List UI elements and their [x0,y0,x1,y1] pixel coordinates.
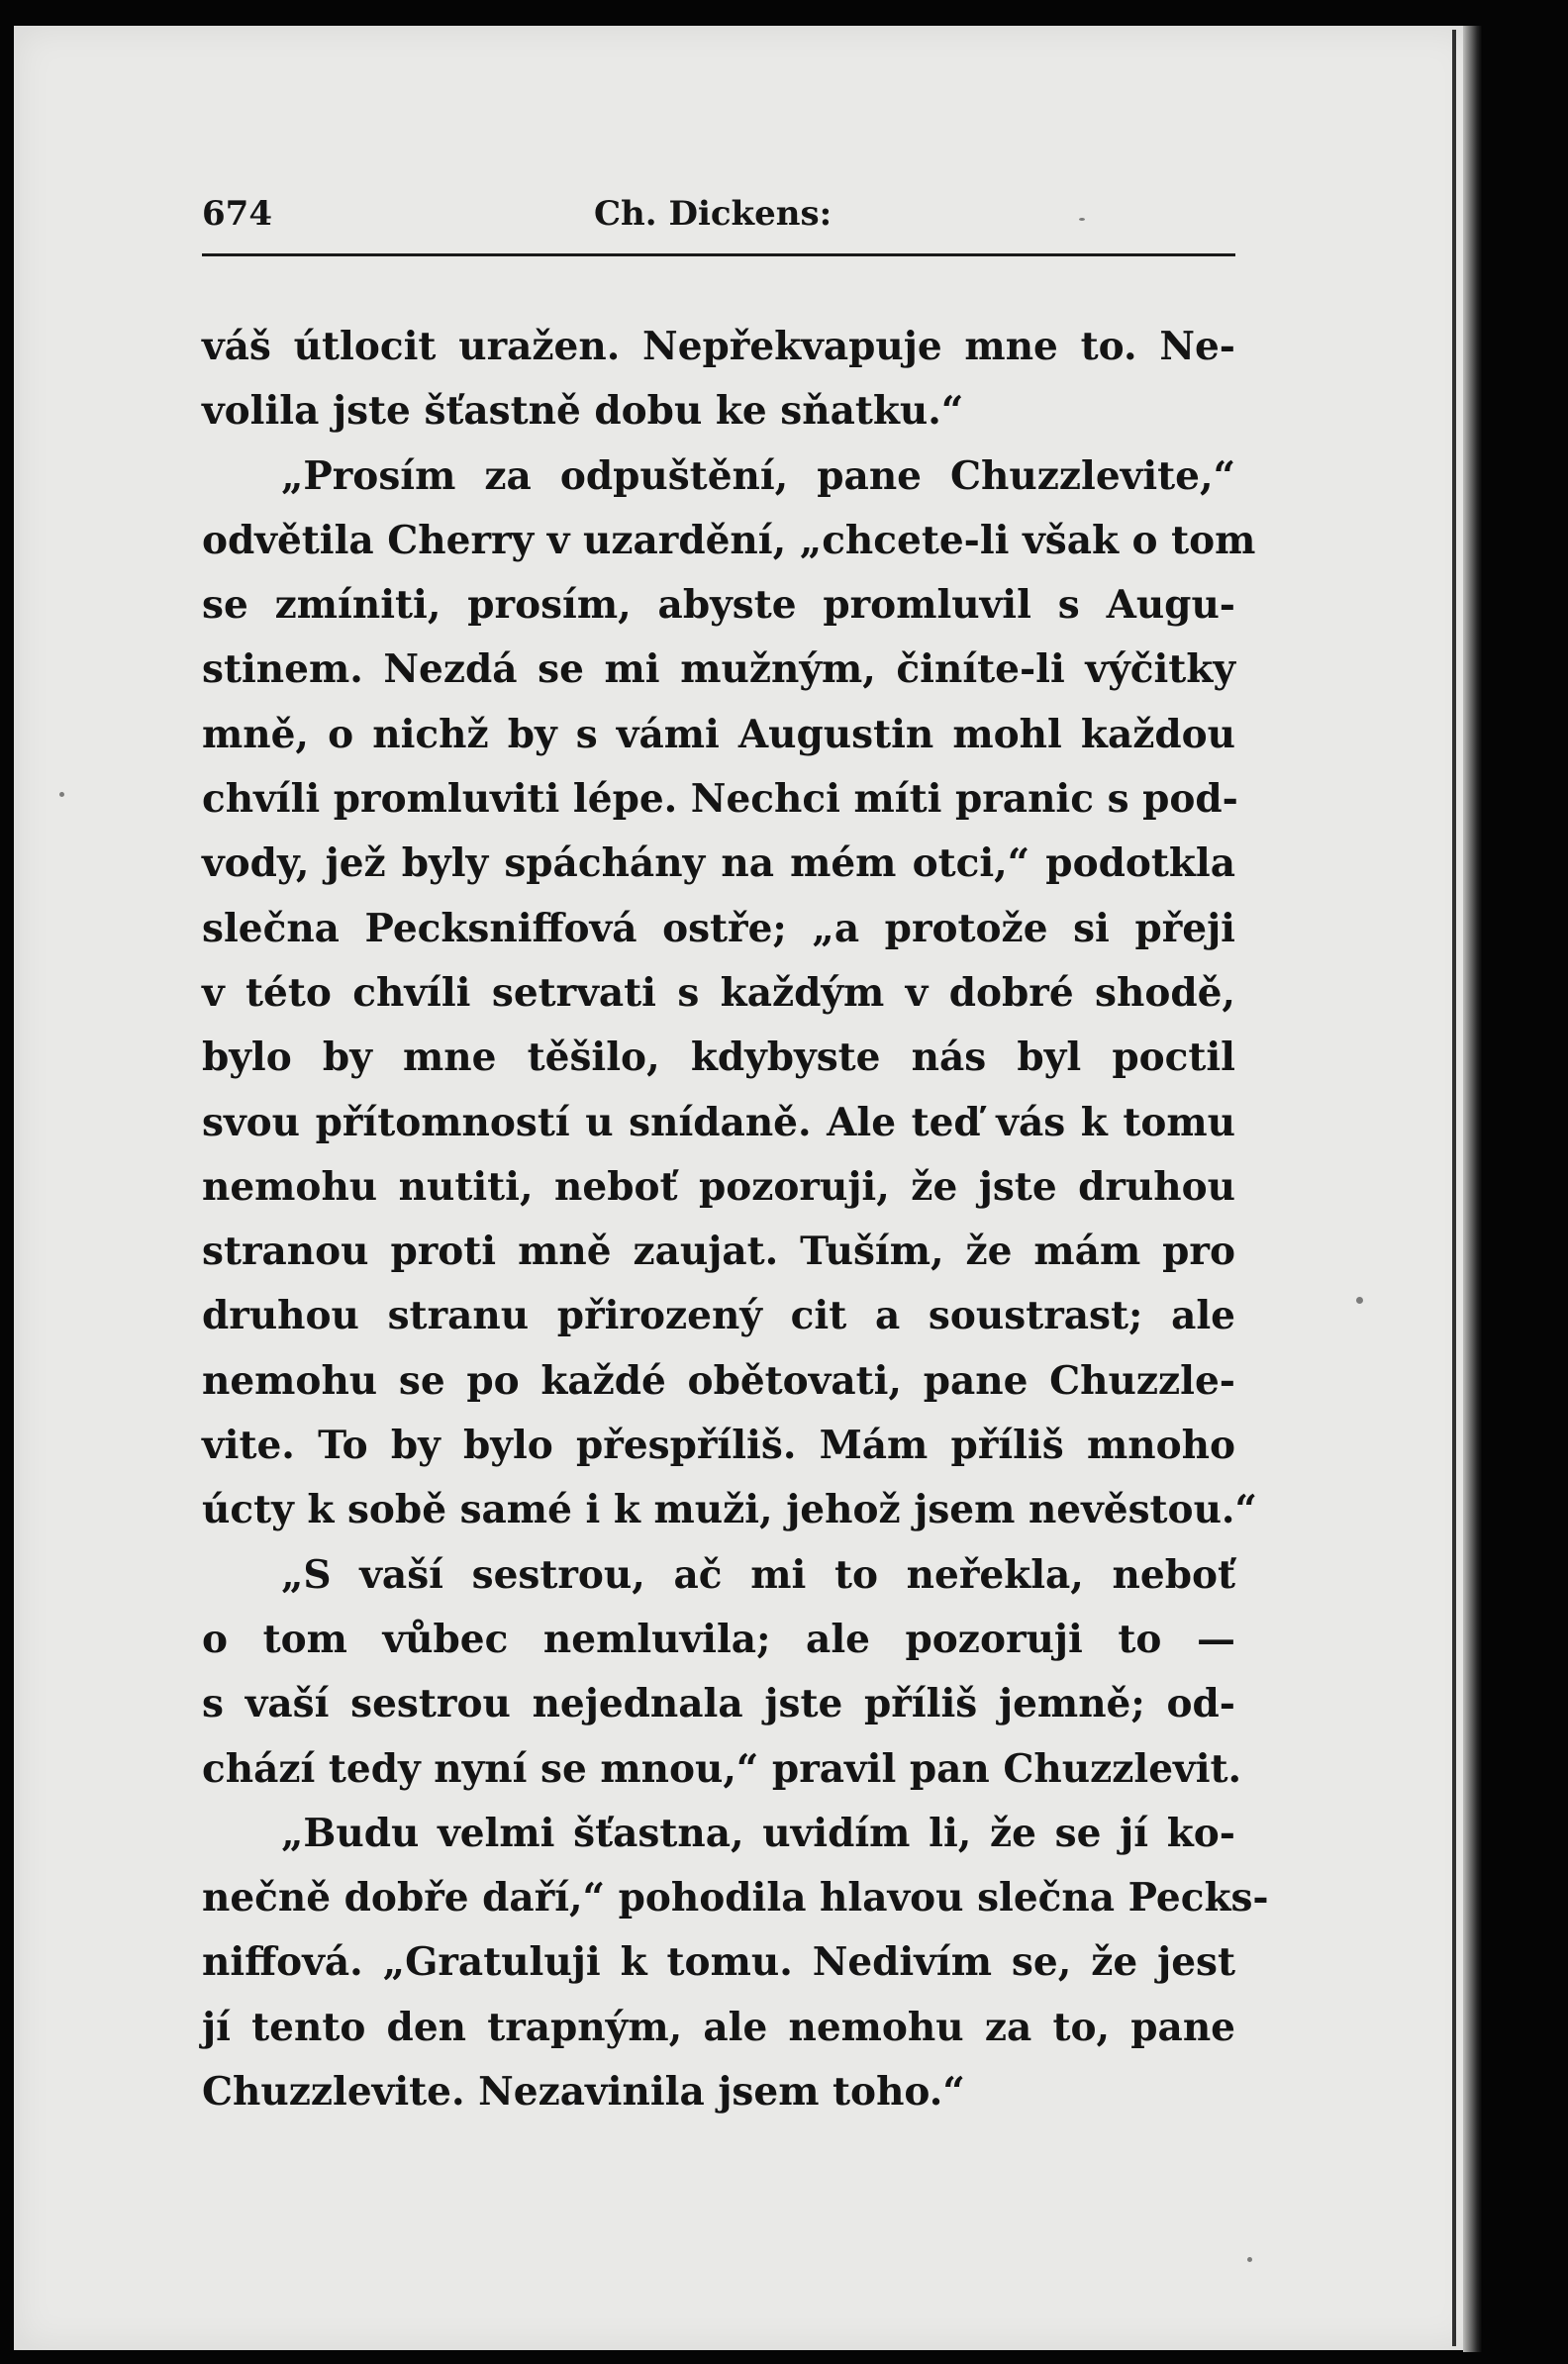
text-line: váš útlocit uražen. Nepřekvapuje mne to. Ne- [202,324,1235,369]
text-line: odvětila Cherry v uzardění, „chcete-li však o tom [202,517,1256,563]
page-number: 674 [202,194,272,234]
body-text [202,315,1269,2124]
scan-speck [1356,1297,1363,1304]
scan-speck [1247,2257,1252,2262]
text-line: Chuzzlevite. Nezavinila jsem toho.“ [202,2069,965,2116]
text-line: se zmíniti, prosím, abyste promluvil s Augu- [202,582,1235,629]
text-line: „Prosím za odpuštění, pane Chuzzlevite,“ [281,452,1235,499]
text-line: „S vaší sestrou, ač mi to neřekla, neboť [281,1551,1235,1598]
text-line: niffová. „Gratuluji k tomu. Nedivím se, že jest [202,1939,1235,1986]
text-line: jí tento den trapným, ale nemohu za to, pane [202,2004,1235,2050]
text-line: stranou proti mně zaujat. Tuším, že mám pro [202,1229,1235,1275]
text-line: nemohu se po každé obětovati, pane Chuzzle- [202,1357,1235,1404]
text-line: o tom vůbec nemluvila; ale pozoruji to — [202,1616,1235,1662]
text-line: druhou stranu přirozený cit a soustrast; ale [202,1293,1235,1339]
running-head: Ch. Dickens: [594,194,833,234]
header-rule [202,253,1235,256]
text-line: chází tedy nyní se mnou,“ pravil pan Chuzzlevit. [202,1745,1242,1792]
text-line: volila jste šťastně dobu ke sňatku.“ [202,388,964,435]
scan-speck [59,792,64,797]
text-line: bylo by mne těšilo, kdybyste nás byl poctil [202,1034,1235,1081]
text-line: vody, jež byly spáchány na mém otci,“ podotkla [202,840,1235,887]
text-line: stinem. Nezdá se mi mužným, činíte-li výčitky [202,646,1235,693]
scan-speck [1079,218,1085,221]
text-line: nemohu nutiti, neboť pozoruji, že jste druhou [202,1163,1235,1210]
text-line: vite. To by bylo přespříliš. Mám příliš mnoho [202,1423,1235,1469]
text-line: chvíli promluviti lépe. Nechci míti pranic s pod- [202,776,1238,823]
page-edge-shadow [1463,26,1483,2352]
text-line: nečně dobře daří,“ pohodila hlavou slečna Pecks- [202,1875,1269,1921]
text-line: slečna Pecksniffová ostře; „a protože si přeji [202,905,1235,951]
text-line: v této chvíli setrvati s každým v dobré shodě, [202,969,1235,1016]
page-header [202,194,1235,249]
binding-edge [1452,30,1456,2346]
text-line: mně, o nichž by s vámi Augustin mohl každou [202,711,1235,757]
text-line: úcty k sobě samé i k muži, jehož jsem nevěstou.“ [202,1487,1257,1533]
text-line: s vaší sestrou nejednala jste příliš jemně; od- [202,1681,1235,1727]
text-line: „Budu velmi šťastna, uvidím li, že se jí ko- [281,1810,1235,1856]
text-line: svou přítomností u snídaně. Ale teď vás k tomu [202,1099,1235,1145]
